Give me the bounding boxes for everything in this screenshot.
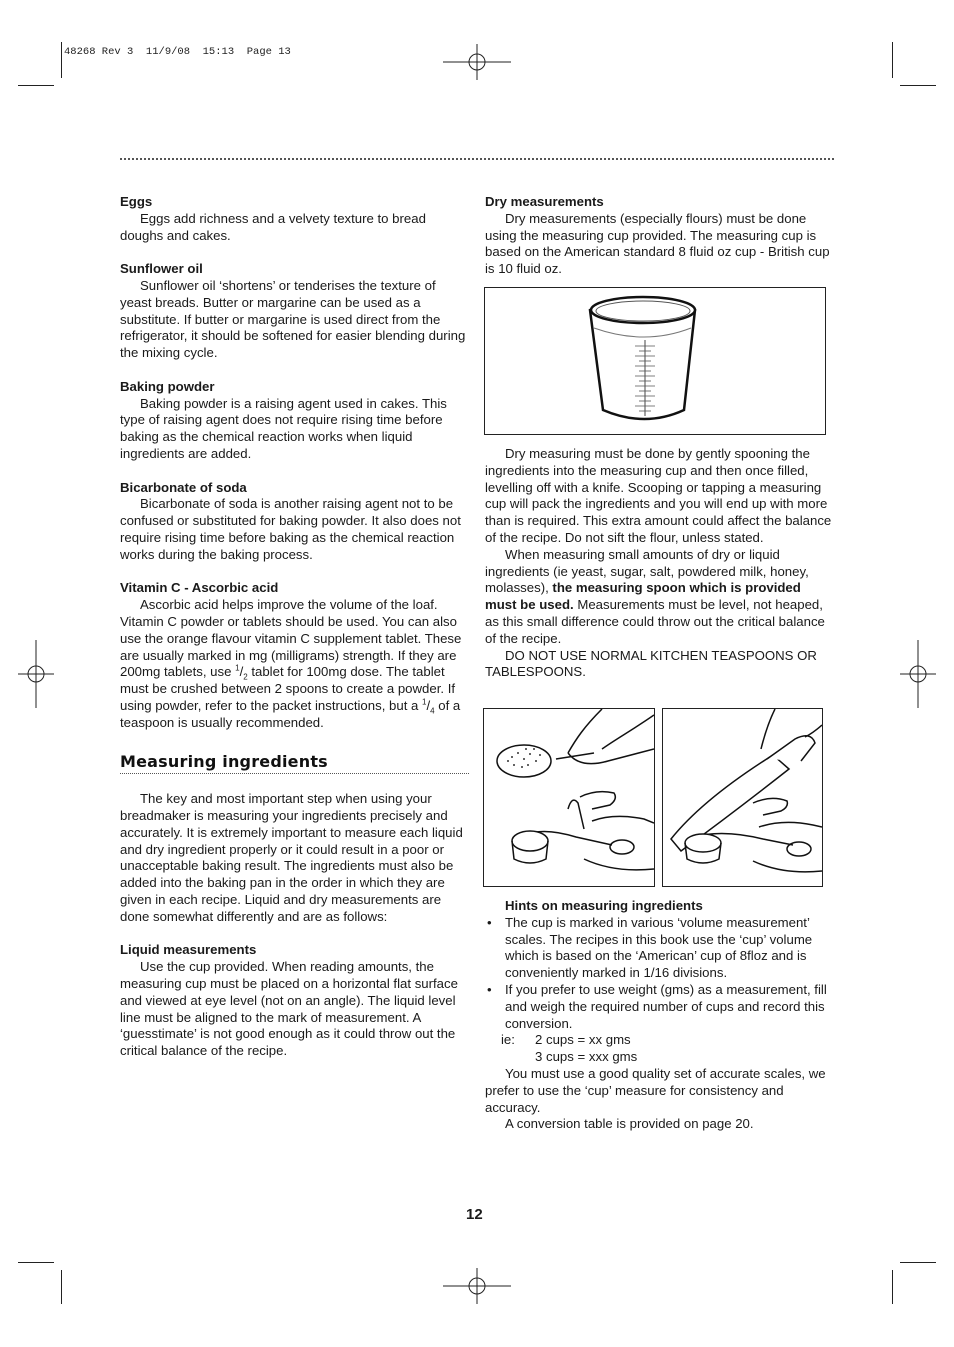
left-column [120, 194, 469, 1060]
body-paragraph: A conversion table is provided on page 20. [505, 1116, 754, 1132]
section-heading: Vitamin C - Ascorbic acid [120, 580, 279, 596]
body-paragraph: Dry measuring must be done by gently spooning the ingredients into the measuring cup and then once filled, levelling off with a knife. Scooping or tapping a measuring cup will pack the ingredients and you will end up with more than is required. This extra amount could affect the balance of the recipe. Do not sift the flour, unless stated. [485, 446, 832, 545]
section-heading: Liquid measurements [120, 942, 257, 958]
registration-mark-icon [443, 44, 511, 80]
section-heading: Eggs [120, 194, 153, 209]
body-paragraph: Ascorbic acid helps improve the volume of the loaf. Vitamin C powder or tablets should be used. You can also use the orange flavour vitamin C supplement tablet. These are usually marked in mg (milligrams) strength. If they are 200mg tablets, use $^1/_2$ tablet for 100mg dose. The tablet must be crushed between 2 spoons to create a powder. If using powder, refer to the packet instructions, but a $^1/_4$ of a teaspoon is usually recommended. [120, 597, 462, 730]
body-paragraph: Dry measurements (especially flours) must be done using the measuring cup provided. The measuring cup is based on the American standard 8 fluid oz cup - British cup is 10 fluid oz. [485, 210, 830, 277]
body-paragraph: When measuring small amounts of dry or liquid ingredients (ie yeast, sugar, salt, powdered milk, honey, molasses), the measuring spoon which is provided must be used. Measurements must be level, not heaped, as this small difference could throw out the critical balance of the recipe. [485, 546, 825, 646]
right-column-top [485, 194, 834, 278]
crop-mark [892, 42, 893, 78]
crop-mark [900, 1262, 936, 1263]
crop-mark [18, 1262, 54, 1263]
body-paragraph: Sunflower oil ‘shortens’ or tenderises the texture of yeast breads. Butter or margarine can be used as a substitute. If butter or margarine is used direct from the refrigerator, it should be softened for easier blending during the mixing cycle. [120, 277, 466, 361]
body-paragraph: DO NOT USE NORMAL KITCHEN TEASPOONS OR TABLESPOONS. [485, 647, 817, 680]
crop-mark [61, 42, 62, 78]
crop-mark [18, 85, 54, 86]
registration-mark-icon [900, 640, 936, 708]
levelling-figure [662, 708, 823, 887]
crop-mark [900, 85, 936, 86]
spooning-figure [483, 708, 655, 887]
header-dotted-rule [120, 158, 834, 160]
section-heading: Bicarbonate of soda [120, 479, 247, 495]
knife-hand-illustration-icon [663, 709, 822, 886]
measuring-cup-icon [485, 288, 825, 434]
right-column-hints [485, 898, 834, 1133]
print-slug: 48268 Rev 3 11/9/08 15:13 Page 13 [64, 46, 291, 58]
crop-mark [892, 1270, 893, 1304]
section-title: Measuring ingredients [120, 754, 469, 775]
list-item: • If you prefer to use weight (gms) as a measurement, fill and weigh the required number of cups and record this conversion. [487, 981, 827, 1031]
registration-mark-icon [18, 640, 54, 708]
right-column-middle [485, 446, 834, 681]
section-heading: Baking powder [120, 378, 215, 394]
body-paragraph: The key and most important step when using your breadmaker is measuring your ingredients precisely and accurately. It is extremely important to measure each liquid and dry ingredient properly or it could result in a poor or unacceptable baking result. The ingredients must also be added into the baking pan in the order in which they are given in each recipe. Liquid and dry measurements are done somewhat differently and are as follows: [120, 791, 463, 924]
body-paragraph: Baking powder is a raising agent used in cakes. This type of raising agent does not require rising time before baking as the chemical reaction works when liquid ingredients are added. [120, 395, 447, 461]
list-item: • The cup is marked in various ‘volume measurement’ scales. The recipes in this book use the ‘cup’ volume which is based on the ‘American’ cup of 8floz and is conveniently marked in 1/16 divisions. [487, 914, 813, 981]
spoon-hand-illustration-icon [484, 709, 654, 886]
bullet-icon: • [487, 914, 492, 930]
section-heading: Hints on measuring ingredients [505, 898, 703, 913]
body-paragraph: Eggs add richness and a velvety texture to bread doughs and cakes. [120, 210, 426, 243]
section-heading: Sunflower oil [120, 261, 203, 277]
bullet-icon: • [487, 981, 492, 997]
page-number: 12 [466, 1206, 483, 1223]
registration-mark-icon [443, 1268, 511, 1304]
section-heading: Dry measurements [485, 194, 604, 209]
crop-mark [61, 1270, 62, 1304]
body-paragraph: You must use a good quality set of accurate scales, we prefer to use the ‘cup’ measure for consistency and accuracy. [485, 1065, 826, 1115]
body-paragraph: Bicarbonate of soda is another raising agent not to be confused or substituted for baking powder. It also does not require rising time before baking as the chemical reaction works during the baking process. [120, 496, 461, 562]
conversion-example: ie: 2 cups = xx gms 3 cups = xxx gms [501, 1032, 638, 1065]
body-paragraph: Use the cup provided. When reading amounts, the measuring cup must be placed on a horizontal flat surface and viewed at eye level (not on an angle). The liquid level line must be aligned to the mark of measurement. A ‘guesstimate’ is not good enough as it could throw out the critical balance of the recipe. [120, 959, 458, 1059]
measuring-cup-figure [484, 287, 826, 435]
